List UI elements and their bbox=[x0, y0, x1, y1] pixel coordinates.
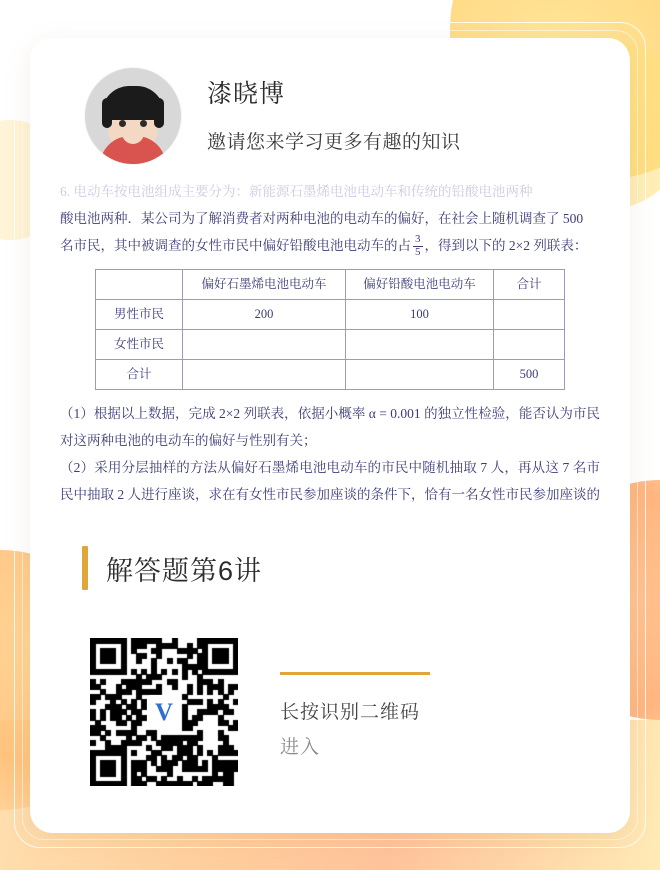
table-header-cell-1: 偏好石墨烯电池电动车 bbox=[183, 270, 346, 300]
avatar bbox=[85, 68, 181, 164]
profile-text bbox=[207, 79, 461, 154]
question-line-3-suffix: ，得到以下的 2×2 列联表： bbox=[424, 238, 588, 253]
table-row bbox=[96, 330, 565, 360]
qr-caption-rule bbox=[280, 672, 430, 675]
table-cell-r0c2: 100 bbox=[346, 300, 494, 330]
table-row bbox=[96, 360, 565, 390]
question-part-1: （1）根据以上数据，完成 2×2 列联表，依据小概率 α = 0.001 的独立性检验，能否认为市民对这两种电池的电动车的偏好与性别有关； bbox=[60, 406, 600, 448]
avatar-eye-right bbox=[140, 120, 147, 127]
avatar-hair-left bbox=[102, 98, 112, 128]
table-cell-r2c0: 合计 bbox=[96, 360, 183, 390]
fraction bbox=[413, 234, 423, 258]
question-faded-line: 6. 电动车按电池组成主要分为：新能源石墨烯电池电动车和传统的铅酸电池两种 bbox=[60, 184, 533, 199]
question-part-2: （2）采用分层抽样的方法从偏好石墨烯电池电动车的市民中随机抽取 7 人，再从这 7 名市民中抽取 2 人进行座谈，求在有女性市民参加座谈的条件下，恰有一名女性市民参加座谈的 bbox=[60, 460, 600, 502]
table-cell-r1c1 bbox=[183, 330, 346, 360]
contingency-table bbox=[95, 269, 565, 390]
lesson-title-block bbox=[82, 546, 630, 590]
question-body bbox=[60, 178, 600, 508]
table-header-cell-3: 合计 bbox=[494, 270, 565, 300]
qr-logo-letter: V bbox=[154, 698, 174, 726]
content-card bbox=[30, 38, 630, 833]
fraction-denominator: 5 bbox=[415, 245, 421, 258]
table-cell-r1c2 bbox=[346, 330, 494, 360]
table-cell-r2c1 bbox=[183, 360, 346, 390]
title-accent-bar bbox=[82, 546, 88, 590]
table-cell-r0c3 bbox=[494, 300, 565, 330]
profile-header bbox=[30, 38, 630, 164]
qr-caption bbox=[280, 666, 430, 759]
table-header-cell-2: 偏好铅酸电池电动车 bbox=[346, 270, 494, 300]
invite-text: 邀请您来学习更多有趣的知识 bbox=[207, 131, 461, 153]
table-cell-r0c0: 男性市民 bbox=[96, 300, 183, 330]
table-cell-r1c3 bbox=[494, 330, 565, 360]
qr-section bbox=[90, 638, 630, 786]
lesson-title: 解答题第6讲 bbox=[106, 555, 263, 586]
user-name: 漆晓博 bbox=[207, 79, 286, 108]
table-row bbox=[96, 300, 565, 330]
table-cell-r0c1: 200 bbox=[183, 300, 346, 330]
table-cell-r2c3: 500 bbox=[494, 360, 565, 390]
table-header-cell-0 bbox=[96, 270, 183, 300]
question-line-2: 酸电池两种．某公司为了解消费者对两种电池的电动车的偏好，在社会上随机调查了 500 bbox=[60, 211, 584, 226]
table-cell-r2c2 bbox=[346, 360, 494, 390]
qr-caption-line-2: 进入 bbox=[280, 736, 321, 758]
table-cell-r1c0: 女性市民 bbox=[96, 330, 183, 360]
qr-logo bbox=[147, 695, 181, 729]
avatar-hair-right bbox=[154, 98, 164, 128]
avatar-eye-left bbox=[119, 120, 126, 127]
question-line-3-prefix: 名市民，其中被调查的女性市民中偏好铅酸电池电动车的占 bbox=[60, 238, 411, 253]
qr-code[interactable] bbox=[90, 638, 238, 786]
qr-caption-line-1: 长按识别二维码 bbox=[280, 701, 421, 723]
question-line-3 bbox=[60, 232, 600, 259]
fraction-numerator: 3 bbox=[415, 233, 421, 246]
table-header-row bbox=[96, 270, 565, 300]
